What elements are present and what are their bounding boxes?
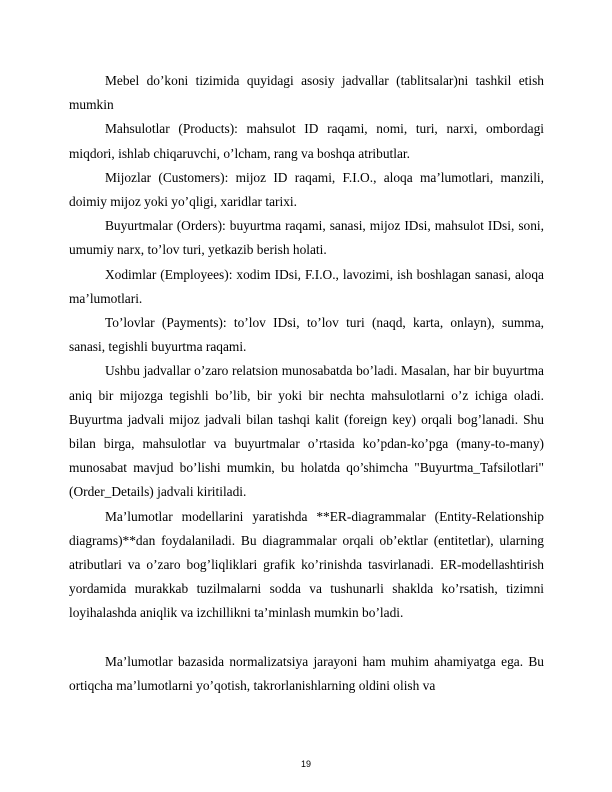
- paragraph-gap: [69, 626, 544, 650]
- normalization-paragraph: Ma’lumotlar bazasida normalizatsiya jarayoni ham muhim ahamiyatga ega. Bu ortiqcha ma’lumotlarni yo’qotish, takrorlanishlarning oldini olish va: [69, 653, 544, 693]
- er-diagram-paragraph: Ma’lumotlar modellarini yaratishda **ER-diagrammalar (Entity-Relationship diagrams)**dan foydalaniladi. Bu diagrammalar orqali ob’ektlar (entitetlar), ularning atributlari va o’zaro bog’liqliklari grafik ko’rinishda tasvirlanadi. ER-modellashtirish yordamida murakkab tuzilmalarni sodda va tushunarli shaklda ko’rsatish, tizimni loyihalashda aniqlik va izchillikni ta’minlash mumkin bo’ladi.: [69, 508, 544, 621]
- products-paragraph: Mahsulotlar (Products): mahsulot ID raqami, nomi, turi, narxi, ombordagi miqdori, ishlab chiqaruvchi, o’lcham, rang va boshqa atributlar.: [69, 121, 544, 161]
- document-body: [69, 69, 544, 698]
- payments-paragraph: To’lovlar (Payments): to’lov IDsi, to’lov turi (naqd, karta, onlayn), summa, sanasi, tegishli buyurtma raqami.: [69, 315, 544, 355]
- intro-paragraph: Mebel do’koni tizimida quyidagi asosiy jadvallar (tablitsalar)ni tashkil etish mumkin: [69, 73, 544, 113]
- employees-paragraph: Xodimlar (Employees): xodim IDsi, F.I.O., lavozimi, ish boshlagan sanasi, aloqa ma’lumotlari.: [69, 266, 544, 306]
- orders-paragraph: Buyurtmalar (Orders): buyurtma raqami, sanasi, mijoz IDsi, mahsulot IDsi, soni, umumiy narx, to’lov turi, yetkazib berish holati.: [69, 218, 544, 258]
- customers-paragraph: Mijozlar (Customers): mijoz ID raqami, F.I.O., aloqa ma’lumotlari, manzili, doimiy mijoz yoki yo’qligi, xaridlar tarixi.: [69, 169, 544, 210]
- page-number: 19: [300, 759, 311, 769]
- relations-paragraph: Ushbu jadvallar o’zaro relatsion munosabatda bo’ladi. Masalan, har bir buyurtma aniq bir mijozga tegishli bo’lib, bir yoki bir nechta mahsulotlarni o’z ichiga oladi. Buyurtma jadvali mijoz jadvali bilan tashqi kalit (foreign key) orqali bog’lanadi. Shu bilan birga, mahsulotlar va buyurtmalar o’rtasida ko’pdan-ko’pga (many-to-many) munosabat mavjud bo’lishi mumkin, bu holatda qo’shimcha "Buyurtma_Tafsilotlari" (Order_Details) jadvali kiritiladi.: [69, 363, 544, 500]
